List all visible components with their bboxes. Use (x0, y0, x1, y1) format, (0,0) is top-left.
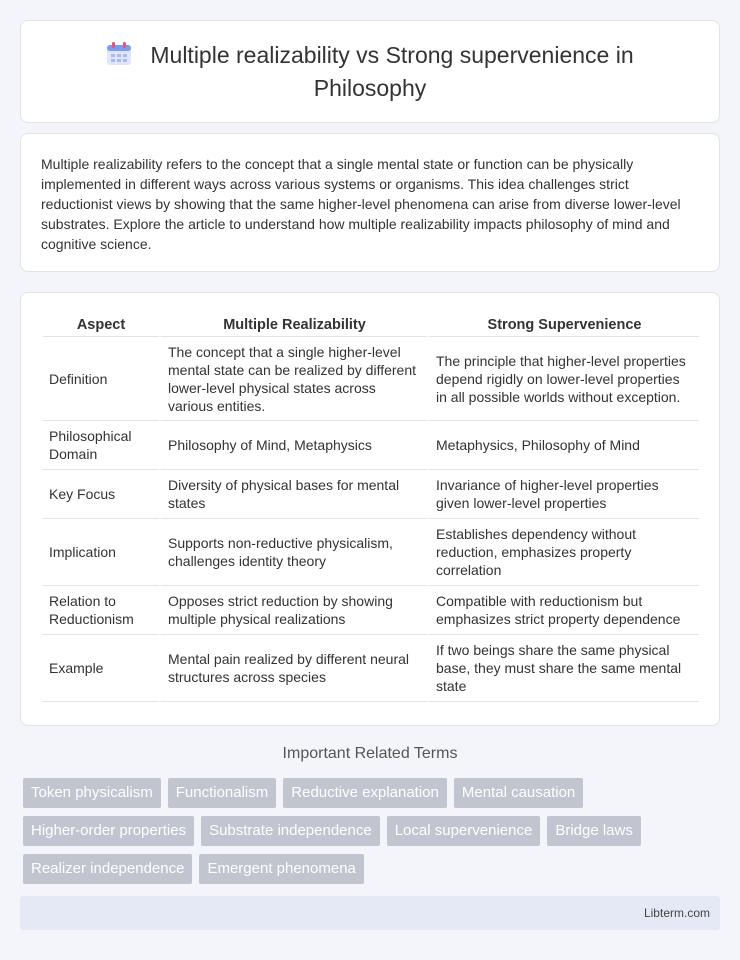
related-term-tag[interactable]: Local supervenience (387, 816, 541, 846)
related-term-tag[interactable]: Higher-order properties (23, 816, 194, 846)
row-strong-supervenience: Invariance of higher-level properties given lower-level properties (427, 470, 699, 519)
header-strong-supervenience: Strong Supervenience (427, 313, 699, 337)
related-term-tag[interactable]: Token physicalism (23, 778, 161, 808)
related-term-tag[interactable]: Substrate independence (201, 816, 380, 846)
comparison-card (20, 292, 720, 726)
related-terms-list (23, 778, 723, 884)
table-row (43, 337, 699, 421)
row-aspect: Example (43, 635, 159, 702)
table-row (43, 635, 699, 702)
related-term-tag[interactable]: Reductive explanation (283, 778, 447, 808)
related-term-tag[interactable]: Emergent phenomena (199, 854, 363, 884)
comparison-table (43, 313, 699, 702)
table-row (43, 470, 699, 519)
table-row (43, 519, 699, 586)
row-aspect: Philosophical Domain (43, 421, 159, 470)
row-multiple-realizability: Diversity of physical bases for mental states (159, 470, 427, 519)
row-strong-supervenience: Compatible with reductionism but emphasizes strict property dependence (427, 586, 699, 635)
related-term-tag[interactable]: Functionalism (168, 778, 277, 808)
title-card (20, 20, 720, 123)
row-strong-supervenience: Establishes dependency without reduction, emphasizes property correlation (427, 519, 699, 586)
row-aspect: Definition (43, 337, 159, 421)
row-multiple-realizability: Philosophy of Mind, Metaphysics (159, 421, 427, 470)
related-term-tag[interactable]: Bridge laws (547, 816, 641, 846)
calendar-icon (106, 42, 132, 73)
row-aspect: Relation to Reductionism (43, 586, 159, 635)
related-term-tag[interactable]: Realizer independence (23, 854, 192, 884)
footer-site-link[interactable]: Libterm.com (643, 906, 710, 920)
row-multiple-realizability: Opposes strict reduction by showing multiple physical realizations (159, 586, 427, 635)
row-strong-supervenience: The principle that higher-level properties depend rigidly on lower-level properties in all possible worlds without exception. (427, 337, 699, 421)
header-multiple-realizability: Multiple Realizability (159, 313, 427, 337)
table-header-row (43, 313, 699, 337)
row-aspect: Implication (43, 519, 159, 586)
footer (20, 896, 720, 930)
page-title-wrap (61, 40, 679, 103)
header-aspect: Aspect (43, 313, 159, 337)
row-multiple-realizability: Mental pain realized by different neural structures across species (159, 635, 427, 702)
row-multiple-realizability: Supports non-reductive physicalism, challenges identity theory (159, 519, 427, 586)
row-aspect: Key Focus (43, 470, 159, 519)
intro-text: Multiple realizability refers to the concept that a single mental state or function can be physically implemented in different ways across various systems or organisms. This idea challenges strict reductionist views by showing that the same higher-level phenomena can arise from diverse lower-level substrates. Explore the article to understand how multiple realizability impacts philosophy of mind and cognitive science. (41, 156, 681, 252)
row-multiple-realizability: The concept that a single higher-level mental state can be realized by different lower-level physical states across various entities. (159, 337, 427, 421)
related-terms-title: Important Related Terms (282, 745, 458, 762)
row-strong-supervenience: If two beings share the same physical base, they must share the same mental state (427, 635, 699, 702)
page-title: Multiple realizability vs Strong supervenience in Philosophy (150, 42, 634, 101)
row-strong-supervenience: Metaphysics, Philosophy of Mind (427, 421, 699, 470)
table-row (43, 421, 699, 470)
table-row (43, 586, 699, 635)
intro-card (20, 133, 720, 272)
related-term-tag[interactable]: Mental causation (454, 778, 583, 808)
